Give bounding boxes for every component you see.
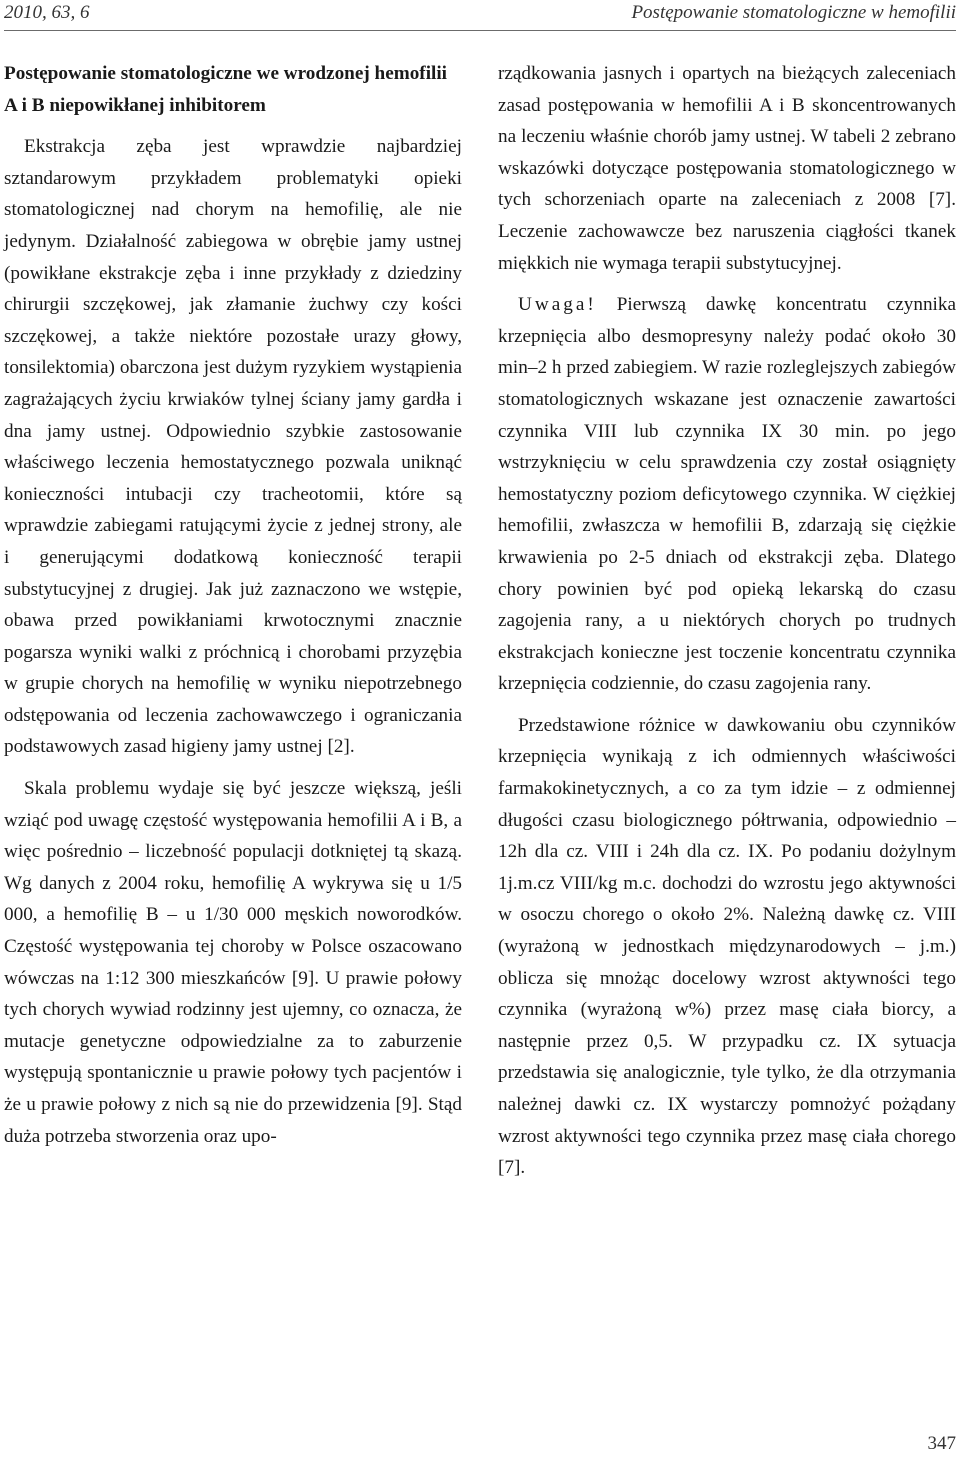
- right-column: [498, 58, 956, 1184]
- paragraph-extraction: Ekstrakcja zęba jest wprawdzie najbardziej sztandarowym przykładem problematyki opieki stomatologicznej nad chorym na hemofilię, ale nie jedynym. Działalność zabiegowa w obrębie jamy ustnej (powikłane ekstrakcje zęba i inne przykłady z dziedziny chirurgii szczękowej, jak złamanie żuchwy czy kości szczękowej, a także niektóre pozostałe urazy głowy, tonsilektomia) obarczona jest dużym ryzykiem wystąpienia zagrażających życiu krwiaków tylnej ściany jamy gardła i dna jamy ustnej. Odpowiednio szybkie zastosowanie właściwego leczenia hemostatycznego pozwala uniknąć konieczności intubacji czy tracheotomii, które są wprawdzie zabiegami ratującymi życie z jednej strony, ale i generującymi dodatkową konieczność terapii substytucyjnej z drugiej. Jak już zaznaczono we wstępie, obawa przed powikłaniami krwotocznymi znacznie pogarsza wyniki walki z próchnicą i chorobami przyzębia w grupie chorych na hemofilię w wyniku niepotrzebnego odstępowania od leczenia zachowawczego i ograniczania podstawowych zasad higieny jamy ustnej [2].: [4, 136, 462, 758]
- journal-volume-issue: 2010, 63, 6: [4, 2, 90, 23]
- section-title: Postępowanie stomatologiczne we wrodzonej hemofilii A i B niepowikłanej inhibitorem: [4, 63, 448, 116]
- paragraph-continuation: rządkowania jasnych i opartych na bieżących zaleceniach zasad postępowania w hemofilii A i B skoncentrowanych na leczeniu właśnie chorób jamy ustnej. W tabeli 2 zebrano wskazówki dotyczące postępowania stomatologicznego w tych schorzeniach oparte na zaleceniach z 2008 [7]. Leczenie zachowawcze bez naruszenia ciągłości tkanek miękkich nie wymaga terapii substytucyjnej.: [498, 63, 956, 274]
- paragraph-scale: Skala problemu wydaje się być jeszcze większą, jeśli wziąć pod uwagę częstość występowania hemofilii A i B, a więc pośrednio – liczebność populacji dotkniętej tą skazą. Wg danych z 2004 roku, hemofilię A wykrywa się u 1/5 000, a hemofilię B – u 1/30 000 męskich noworodków. Częstość występowania tej choroby w Polsce oszacowano wówczas na 1:12 300 mieszkańców [9]. U prawie połowy tych chorych wywiad rodzinny jest ujemny, co oznacza, że mutacje genetyczne odpowiedzialne za to zaburzenie występują spontanicznie u prawie połowy tych pacjentów i że u prawie połowy z nich są nie do przewidzenia [9]. Stąd duża potrzeba stworzenia oraz upo-: [4, 778, 462, 1147]
- paragraph-warning: [498, 289, 956, 700]
- warning-text: Pierwszą dawkę koncentratu czynnika krzepnięcia albo desmopresyny należy podać około 30 min–2 h przed zabiegiem. W razie rozleglejszych zabiegów stomatologicznych wskazane jest oznaczenie zawartości czynnika VIII lub czynnika IX 30 min. po jego wstrzyknięciu w celu sprawdzenia czy został osiągnięty hemostatyczny poziom deficytowego czynnika. W ciężkiej hemofilii, zwłaszcza w hemofilii B, zdarzają się ciężkie krwawienia po 2-5 dniach od ekstrakcji zęba. Dlatego chory powinien być pod opieką lekarską do czasu zagojenia rany, a u niektórych chorych po trudnych ekstrakcjach konieczne jest toczenie koncentratu czynnika krzepnięcia codziennie, do czasu zagojenia rany.: [498, 294, 956, 695]
- running-title: Postępowanie stomatologiczne w hemofilii: [631, 2, 956, 23]
- left-column: [4, 58, 462, 1152]
- running-header: [4, 0, 956, 30]
- paragraph-dosing: Przedstawione różnice w dawkowaniu obu czynników krzepnięcia wynikają z ich odmiennych właściwości farmakokinetycznych, a co za tym idzie – z odmiennej długości czasu biologicznego półtrwania, odpowiednio – 12h dla cz. VIII i 24h dla cz. IX. Po podaniu dożylnym 1j.m.cz VIII/kg m.c. dochodzi do wzrostu jego aktywności w osoczu chorego o około 2%. Należną dawkę cz. VIII (wyrażoną w jednostkach międzynarodowych – j.m.) oblicza się mnożąc docelowy wzrost aktywności tego czynnika (wyrażoną w%) przez masę ciała biorcy, a następnie przez 0,5. W przypadku cz. IX sytuacja przedstawia się analogicznie, tyle tylko, że dla otrzymania należnej dawki cz. IX wystarczy pomnożyć pożądany wzrost aktywności tego czynnika przez masę ciała chorego [7].: [498, 714, 956, 1179]
- warning-label: Uwaga!: [518, 294, 597, 316]
- page-number: 347: [927, 1433, 956, 1454]
- header-divider: [4, 30, 956, 31]
